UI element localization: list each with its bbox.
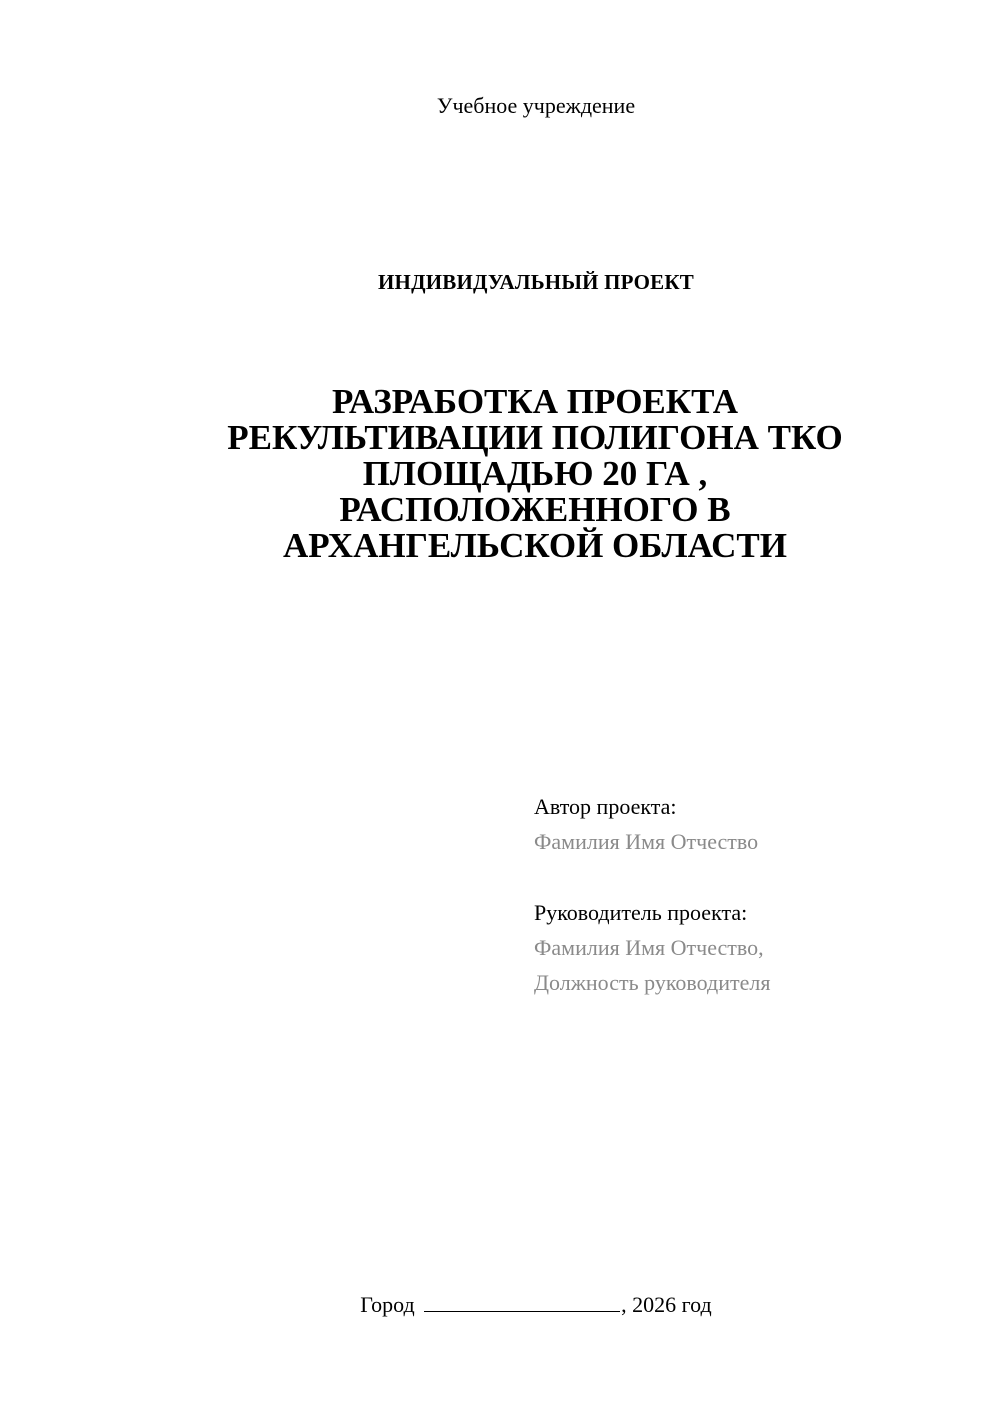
supervisor-name: Фамилия Имя Отчество,	[534, 935, 764, 960]
author-name: Фамилия Имя Отчество	[534, 829, 759, 854]
project-title-line: АРХАНГЕЛЬСКОЙ ОБЛАСТИ	[283, 526, 787, 565]
year-text: , 2026 год	[621, 1292, 712, 1317]
info-spacer	[534, 859, 974, 895]
city-label: Город	[360, 1292, 415, 1317]
city-blank-line	[424, 1291, 620, 1312]
author-label: Автор проекта:	[534, 794, 677, 819]
supervisor-label: Руководитель проекта:	[534, 900, 748, 925]
supervisor-position: Должность руководителя	[534, 970, 771, 995]
project-info-block	[534, 789, 974, 1000]
project-title-line: ПЛОЩАДЬЮ 20 ГА ,	[362, 454, 708, 493]
document-type: ИНДИВИДУАЛЬНЫЙ ПРОЕКТ	[378, 270, 694, 294]
project-title-line: РАСПОЛОЖЕННОГО В	[339, 490, 731, 529]
project-title	[150, 384, 920, 564]
project-title-line: РЕКУЛЬТИВАЦИИ ПОЛИГОНА ТКО	[227, 418, 843, 457]
footer-city-year	[0, 1290, 1000, 1320]
institution-name: Учебное учреждение	[436, 93, 636, 118]
project-title-line: РАЗРАБОТКА ПРОЕКТА	[331, 382, 739, 421]
